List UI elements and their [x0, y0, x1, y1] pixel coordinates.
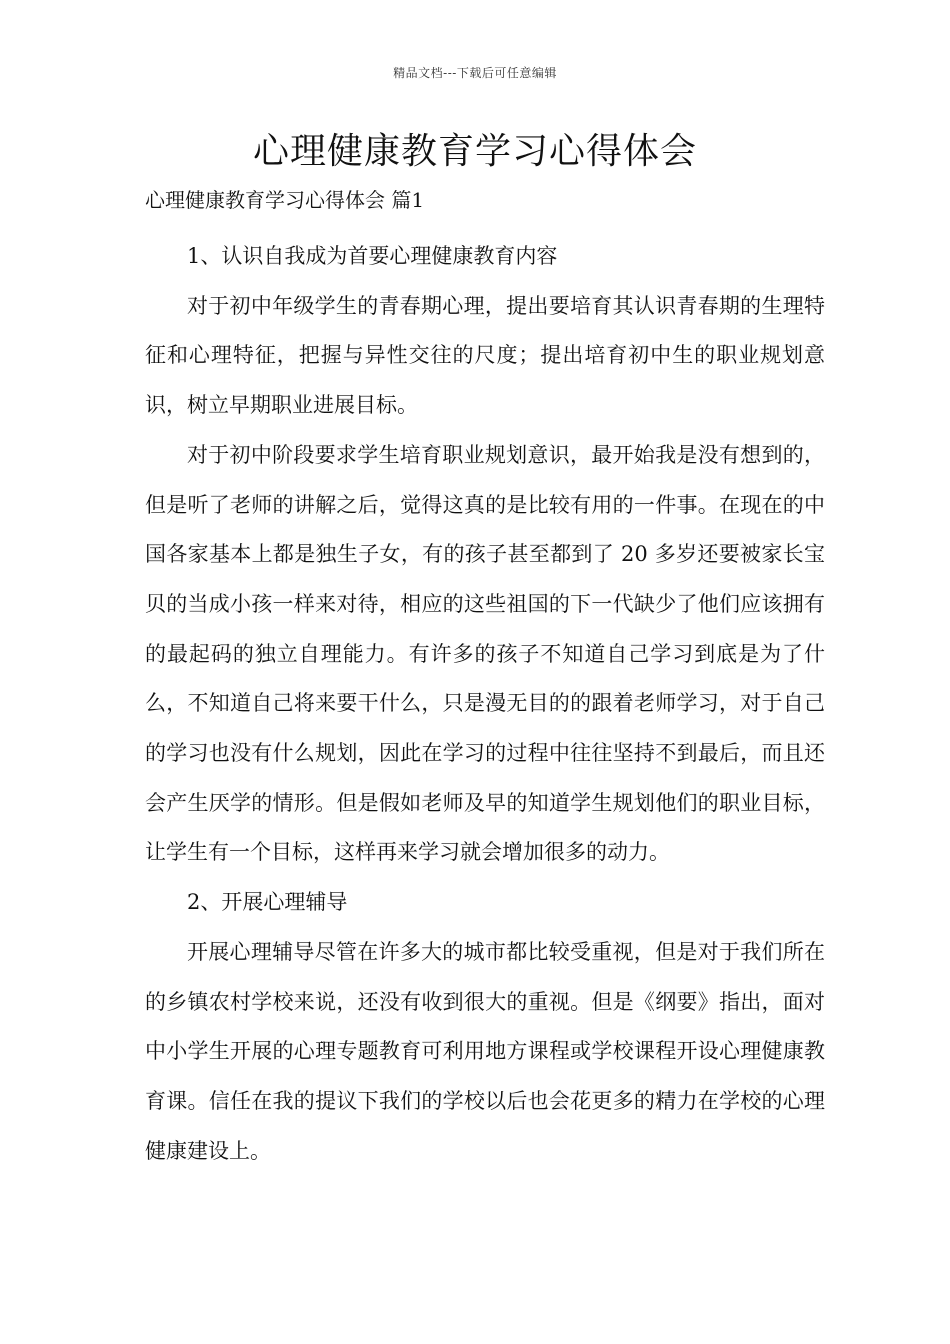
page-header: 精品文档---下载后可任意编辑: [393, 66, 557, 80]
section-heading-1: 1、认识自我成为首要心理健康教育内容: [187, 244, 558, 268]
document-title: 心理健康教育学习心得体会: [252, 131, 697, 172]
body-paragraph-3: 开展心理辅导尽管在许多大的城市都比较受重视，但是对于我们所在的乡镇农村学校来说，还没有收到很大的重视。但是《纲要》指出，面对中小学生开展的心理专题教育可利用地方课程或学校课程开设心理健康教育课。信任在我的提议下我们的学校以后也会花更多的精力在学校的心理健康建设上。: [145, 939, 825, 1163]
section-subtitle: 心理健康教育学习心得体会 篇1: [145, 188, 425, 212]
body-paragraph-2: 对于初中阶段要求学生培育职业规划意识，最开始我是没有想到的，但是听了老师的讲解之后，觉得这真的是比较有用的一件事。在现在的中国各家基本上都是独生子女，有的孩子甚至都到了 20 多岁还要被家长宝贝的当成小孩一样来对待，相应的这些祖国的下一代缺少了他们应该拥有的最起码的独立自理能力。有许多的孩子不知道自己学习到底是为了什么，不知道自己将来要干什么，只是漫无目的的跟着老师学习，对于自己的学习也没有什么规划，因此在学习的过程中往往坚持不到最后，而且还会产生厌学的情形。但是假如老师及早的知道学生规划他们的职业目标，让学生有一个目标，这样再来学习就会增加很多的动力。: [145, 442, 825, 865]
document-body: [145, 232, 825, 1176]
body-paragraph-1: 对于初中年级学生的青春期心理，提出要培育其认识青春期的生理特征和心理特征，把握与异性交往的尺度；提出培育初中生的职业规划意识，树立早期职业进展目标。: [145, 293, 825, 418]
section-heading-2: 2、开展心理辅导: [187, 890, 348, 915]
